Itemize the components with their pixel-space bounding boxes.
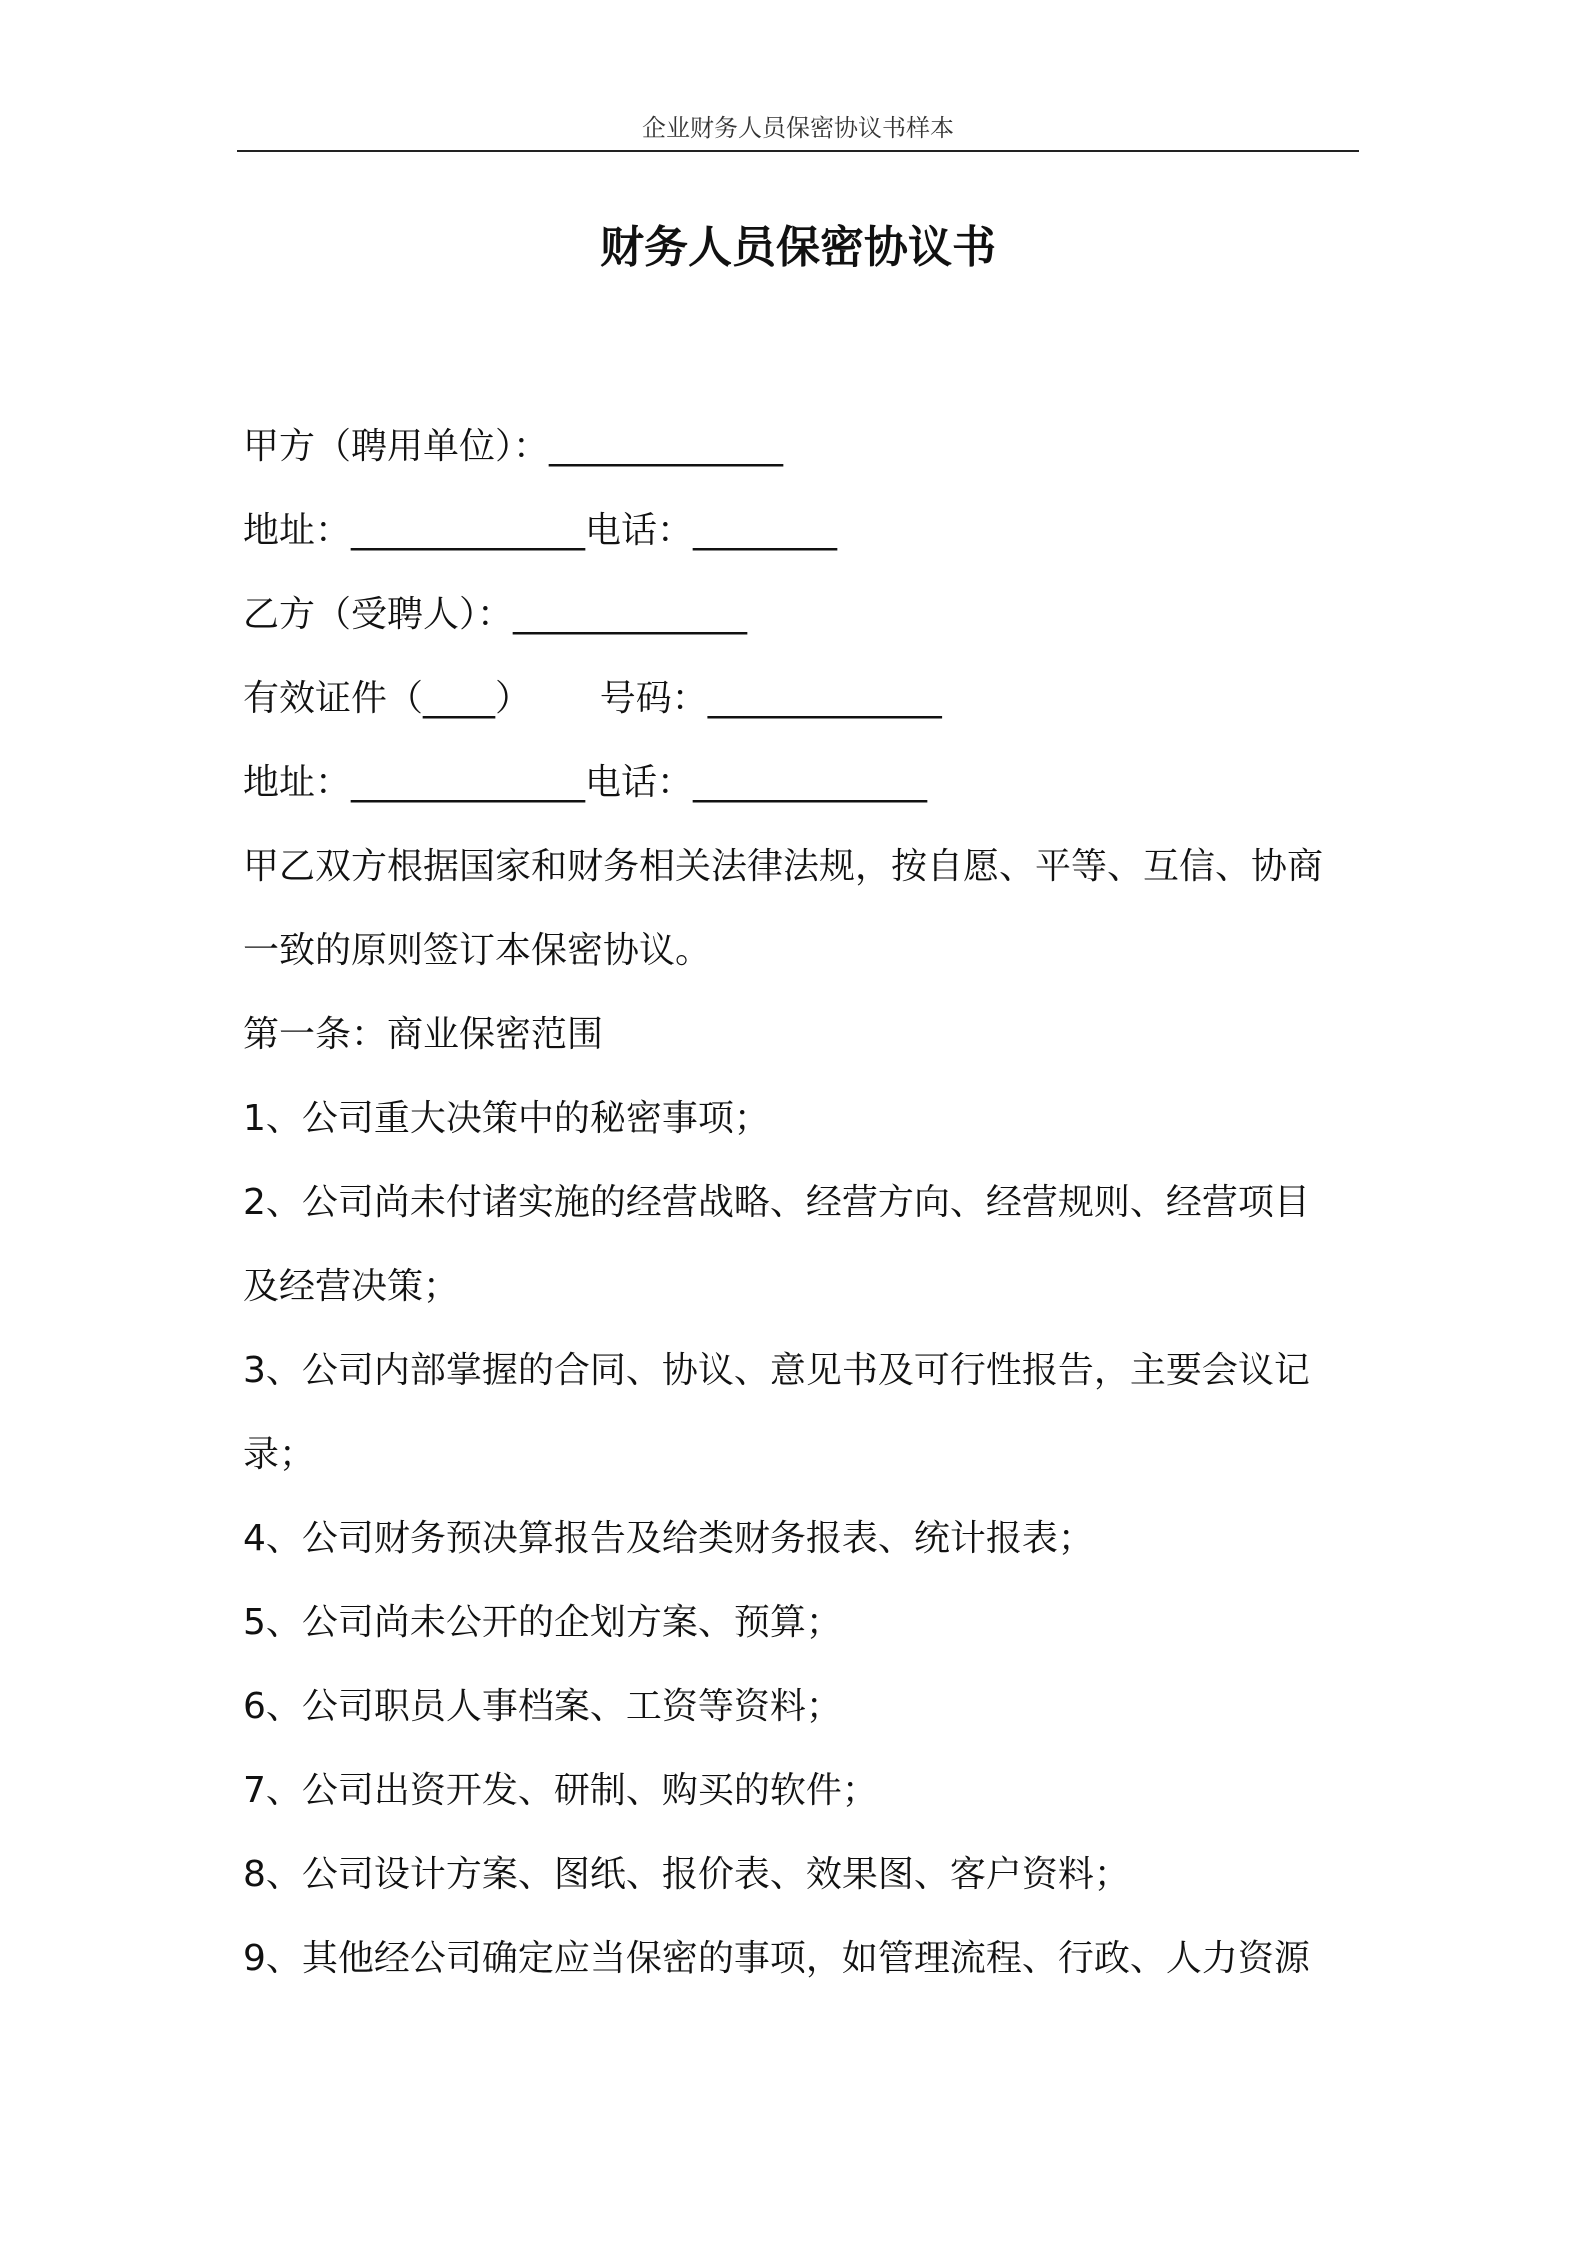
party-a-address-line: 地址：_____________电话：________ xyxy=(243,510,838,551)
id-line xyxy=(243,657,1365,741)
party-b-line: 乙方（受聘人）：_____________ xyxy=(243,594,748,635)
party-b-address-line: 地址：_____________电话：_____________ xyxy=(243,762,928,803)
list-item: 3、公司内部掌握的合同、协议、意见书及可行性报告，主要会议记 xyxy=(243,1350,1310,1391)
document-title: 财务人员保密协议书 xyxy=(600,222,996,273)
list-item: 4、公司财务预决算报告及给类财务报表、统计报表； xyxy=(243,1518,1094,1559)
list-item: 及经营决策； xyxy=(243,1266,460,1307)
running-header: 企业财务人员保密协议书样本 xyxy=(237,110,1359,152)
id-number: 号码：_____________ xyxy=(599,678,942,719)
list-item: 录； xyxy=(243,1434,316,1475)
list-item: 9、其他经公司确定应当保密的事项，如管理流程、行政、人力资源 xyxy=(243,1938,1310,1979)
list-item: 2、公司尚未付诸实施的经营战略、经营方向、经营规则、经营项目 xyxy=(243,1182,1310,1223)
list-item: 1、公司重大决策中的秘密事项； xyxy=(243,1098,770,1139)
list-item: 7、公司出资开发、研制、购买的软件； xyxy=(243,1770,878,1811)
list-item: 6、公司职员人事档案、工资等资料； xyxy=(243,1686,842,1727)
article-1-heading: 第一条：商业保密范围 xyxy=(243,1014,604,1055)
id-type: 有效证件（____） xyxy=(243,678,532,719)
list-item: 8、公司设计方案、图纸、报价表、效果图、客户资料； xyxy=(243,1854,1130,1895)
list-item: 5、公司尚未公开的企划方案、预算； xyxy=(243,1602,842,1643)
preamble-line-1: 甲乙双方根据国家和财务相关法律法规，按自愿、平等、互信、协商 xyxy=(243,846,1324,887)
party-a-line: 甲方（聘用单位）：_____________ xyxy=(243,426,784,467)
document-body xyxy=(243,405,1365,2001)
preamble-line-2: 一致的原则签订本保密协议。 xyxy=(243,930,712,971)
id-gap xyxy=(531,678,600,719)
